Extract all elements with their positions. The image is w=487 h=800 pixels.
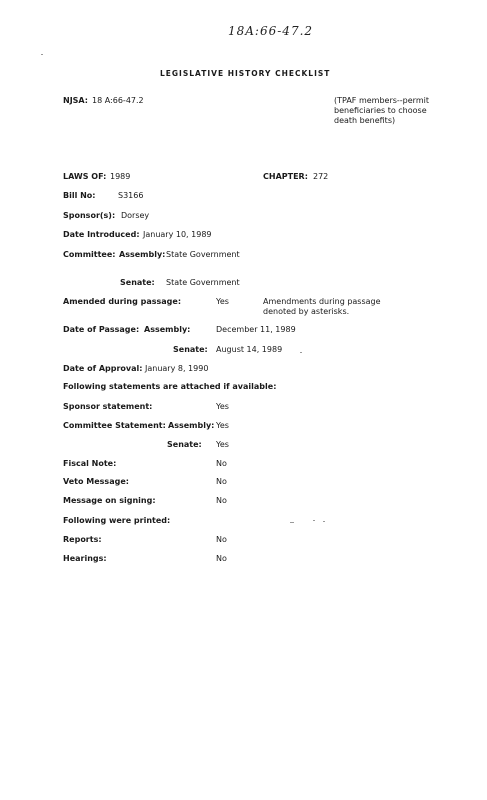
amended-label: Amended during passage: — [63, 297, 182, 306]
njsa-note: (TPAF members--permit beneficiaries to choose death benefits) — [334, 96, 429, 125]
statement-assembly-value: Yes — [216, 421, 229, 430]
sponsor-statement-value: Yes — [216, 402, 229, 411]
message-signing-label: Message on signing: — [63, 496, 156, 505]
hearings-value: No — [216, 554, 227, 563]
amended-value: Yes — [216, 297, 229, 306]
laws-of-value: 1989 — [110, 172, 131, 181]
reports-value: No — [216, 535, 227, 544]
reports-label: Reports: — [63, 535, 102, 544]
bill-no-label: Bill No: — [63, 191, 96, 200]
statement-senate-label: Senate: — [167, 440, 202, 449]
veto-message-value: No — [216, 477, 227, 486]
document-title: LEGISLATIVE HISTORY CHECKLIST — [160, 69, 331, 78]
fiscal-note-value: No — [216, 459, 227, 468]
statement-assembly-label: Assembly: — [168, 421, 215, 430]
veto-message-label: Veto Message: — [63, 477, 129, 486]
date-introduced-label: Date Introduced: — [63, 230, 140, 239]
committee-statement-label: Committee Statement: — [63, 421, 166, 430]
passage-assembly-value: December 11, 1989 — [216, 325, 296, 334]
chapter-value: 272 — [313, 172, 329, 181]
committee-assembly-value: State Government — [166, 250, 240, 259]
committee-senate-value: State Government — [166, 278, 240, 287]
fiscal-note-label: Fiscal Note: — [63, 459, 117, 468]
sponsor-label: Sponsor(s): — [63, 211, 116, 220]
date-of-approval-value: January 8, 1990 — [145, 364, 209, 373]
njsa-label: NJSA: — [63, 96, 88, 105]
scan-speck — [290, 522, 294, 523]
message-signing-value: No — [216, 496, 227, 505]
statement-senate-value: Yes — [216, 440, 229, 449]
handwritten-reference: 18A:66-47.2 — [228, 24, 314, 38]
chapter-label: CHAPTER: — [263, 172, 308, 181]
date-of-passage-label: Date of Passage: — [63, 325, 140, 334]
committee-senate-label: Senate: — [120, 278, 155, 287]
scan-speck — [41, 54, 43, 55]
amended-note: Amendments during passage denoted by asterisks. — [263, 297, 381, 316]
hearings-label: Hearings: — [63, 554, 107, 563]
njsa-value: 18 A:66-47.2 — [92, 96, 144, 105]
scan-speck — [323, 521, 325, 522]
date-introduced-value: January 10, 1989 — [143, 230, 212, 239]
printed-heading: Following were printed: — [63, 516, 171, 525]
laws-of-label: LAWS OF: — [63, 172, 107, 181]
scan-speck — [300, 352, 302, 353]
passage-senate-value: August 14, 1989 — [216, 345, 283, 354]
attached-heading: Following statements are attached if available: — [63, 382, 277, 391]
bill-no-value: S3166 — [118, 191, 144, 200]
sponsor-value: Dorsey — [121, 211, 150, 220]
sponsor-statement-label: Sponsor statement: — [63, 402, 153, 411]
scan-speck — [313, 520, 315, 521]
committee-label: Committee: — [63, 250, 116, 259]
passage-senate-label: Senate: — [173, 345, 208, 354]
passage-assembly-label: Assembly: — [144, 325, 191, 334]
date-of-approval-label: Date of Approval: — [63, 364, 143, 373]
committee-assembly-label: Assembly: — [119, 250, 166, 259]
